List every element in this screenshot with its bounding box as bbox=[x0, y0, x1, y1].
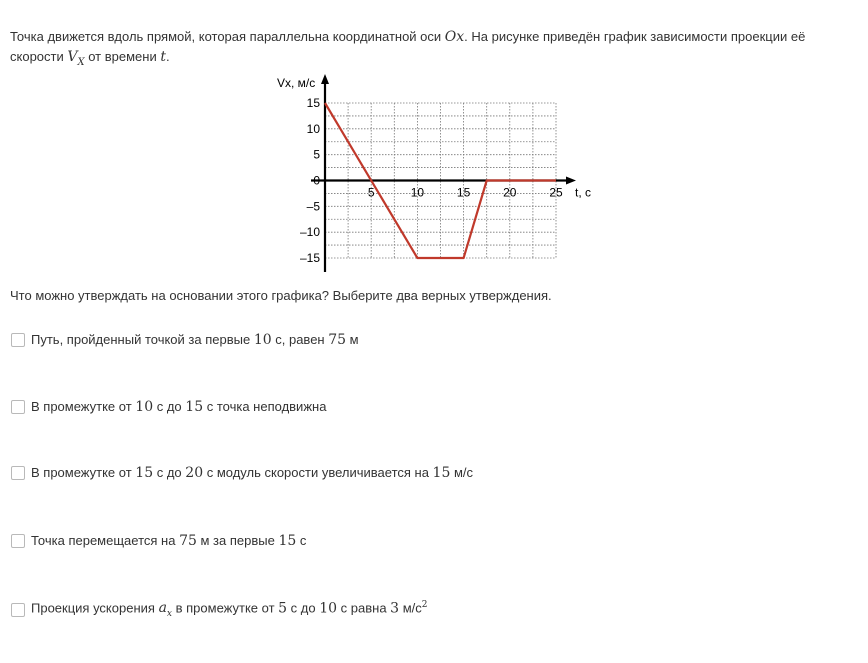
x-tick-label: 10 bbox=[410, 185, 425, 200]
x-tick-label: 25 bbox=[549, 185, 563, 200]
y-tick-label: –5 bbox=[306, 199, 320, 214]
y-axis-label: Vx, м/с bbox=[277, 76, 316, 90]
x-tick-label: 5 bbox=[367, 185, 375, 200]
y-tick-label: 15 bbox=[306, 96, 320, 110]
y-tick-label: 0 bbox=[313, 173, 320, 188]
y-tick-label: –15 bbox=[299, 251, 320, 265]
x-tick-label: 20 bbox=[503, 185, 517, 200]
option-2[interactable] bbox=[11, 399, 326, 415]
velocity-chart-svg bbox=[270, 70, 600, 280]
velocity-symbol: $V_X$ bbox=[67, 49, 85, 68]
option-5-label[interactable]: Проекция ускорения $a_x$ в промежутке от 5 с до 10 с равна 3 $м/с^2$ bbox=[31, 600, 428, 620]
y-tick-label: 5 bbox=[313, 147, 320, 162]
option-5-checkbox[interactable] bbox=[11, 603, 25, 617]
option-1[interactable] bbox=[11, 332, 359, 348]
y-tick-label: –10 bbox=[299, 225, 320, 240]
option-4-label[interactable]: Точка перемещается на 75 м за первые 15 с bbox=[31, 533, 307, 549]
instruction-text: Что можно утверждать на основании этого графика? Выберите два верных утверждения. bbox=[10, 288, 552, 303]
option-3[interactable] bbox=[11, 465, 473, 481]
option-2-checkbox[interactable] bbox=[11, 400, 25, 414]
x-axis-label: t, c bbox=[575, 185, 592, 200]
question-part: . На рисунке приведён график зависимости проекции её скорости bbox=[10, 29, 806, 64]
time-symbol: t bbox=[160, 49, 166, 65]
y-tick-label: 10 bbox=[306, 121, 320, 136]
y-axis-arrow bbox=[321, 74, 329, 84]
question-part: . bbox=[165, 49, 170, 64]
option-4-checkbox[interactable] bbox=[11, 534, 25, 548]
axis-symbol: Ox bbox=[444, 29, 465, 45]
option-1-checkbox[interactable] bbox=[11, 333, 25, 347]
question-text bbox=[10, 27, 820, 72]
option-3-checkbox[interactable] bbox=[11, 466, 25, 480]
option-4[interactable] bbox=[11, 533, 306, 549]
option-1-label[interactable]: Путь, пройденный точкой за первые 10 с, равен 75 м bbox=[31, 332, 359, 348]
option-3-label[interactable]: В промежутке от 15 с до 20 с модуль скорости увеличивается на 15 м/с bbox=[31, 465, 474, 481]
question-part: от времени bbox=[84, 49, 161, 64]
x-axis-arrow bbox=[566, 177, 576, 185]
question-part: Точка движется вдоль прямой, которая параллельна координатной оси bbox=[10, 29, 445, 44]
option-2-label[interactable]: В промежутке от 10 с до 15 с точка неподвижна bbox=[31, 399, 327, 415]
velocity-chart bbox=[270, 70, 600, 283]
x-tick-label: 15 bbox=[456, 185, 471, 200]
option-5[interactable] bbox=[11, 600, 428, 619]
